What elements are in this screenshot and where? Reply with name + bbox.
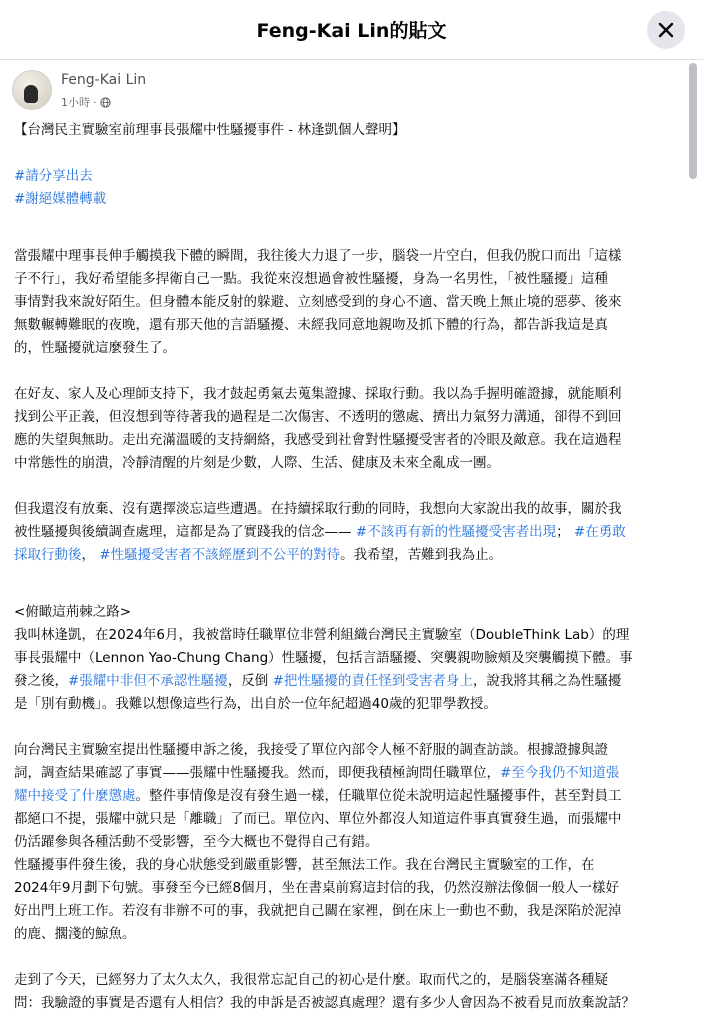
post-time[interactable]: 1小時 [61,96,90,109]
paragraph-text: 向台灣民主實驗室提出性騷擾申訴之後，我接受了單位內部令人極不舒服的調查訪談。根據證據與證 詞，調查結果確認了事實——張耀中性騷擾我。然而，即便我積極詢問任職單位， [14,742,608,781]
globe-icon[interactable] [100,97,111,108]
dialog-header [0,0,703,60]
meta-separator: · [93,95,97,109]
close-button[interactable] [647,11,685,49]
paragraph-text: 。我希望，苦難到我為止。 [340,547,503,563]
paragraph-text: ，反倒 [227,673,273,689]
hashtag-link[interactable]: #至今我仍不知道張 耀中接受了什麼懲處 [14,765,620,804]
hashtag-link[interactable]: #把性騷擾的責任怪到受害者身上 [272,673,473,689]
post-meta [61,94,111,110]
avatar-figure [24,85,38,103]
paragraph-text: ，說我將其稱之為性騷擾 是「別有動機」。我難以想像這些行為，出自於一位年紀超過40歲的犯罪學教授。 [14,673,622,712]
author-name[interactable]: Feng-Kai Lin [61,72,147,88]
paragraph-text: 。整件事情像是沒有發生過一樣，任職單位從未說明這起性騷擾事件，甚至對員工 都絕口不提，張耀中就只是「離職」了而已。單位內、單位外都沒人知道這件事真實發生過，而張耀中 仍活躍參與各種活動不受影響，至今大概也不覺得自己有錯。 性騷擾事件發生後，我的身心狀態受到嚴重影響，甚至無法工作。我在台灣民主實驗室的工作，在 2024年9月劃下句號。事發至今已經8個月，坐在書桌前寫這封信的我，仍然沒辦法像個一般人一樣好 好出門上班工作。若沒有非辦不可的事，我就把自己關在家裡，倒在床上一動也不動，我是深陷於泥淖 的鹿、擱淺的鯨魚。 [14,788,622,942]
close-icon [658,22,674,38]
paragraph-2: 在好友、家人及心理師支持下，我才鼓起勇氣去蒐集證據、採取行動。我以為手握明確證據，就能順利 找到公平正義，但沒想到等待著我的過程是二次傷害、不透明的懲處、擠出力氣努力溝通，卻得不到回 應的失望與無助。走出充滿溫暖的支持網絡，我感受到社會對性騷擾受害者的冷眼及敵意。我在這過程 中常態性的崩潰，冷靜清醒的片刻是少數，人際、生活、健康及未來全亂成一團。 [14,386,622,471]
paragraph-5 [14,739,690,946]
post-body [14,119,690,1015]
paragraph-6: 走到了今天，已經努力了太久太久，我很常忘記自己的初心是什麼。取而代之的，是腦袋塞滿各種疑 問：我驗證的事實是否還有人相信？我的申訴是否被認真處理？還有多少人會因為不被看見而放棄說話？ [14,972,635,1011]
post-heading: 【台灣民主實驗室前理事長張耀中性騷擾事件 - 林逢凱個人聲明】 [14,122,406,138]
hashtag-link[interactable]: #請分享出去 [14,168,93,184]
paragraph-3 [14,498,690,567]
scrollbar-thumb[interactable] [689,63,697,179]
paragraph-text: ； [556,524,574,540]
post-header [12,70,672,114]
avatar[interactable] [12,70,52,110]
paragraph-text: 但我還沒有放棄、沒有選擇淡忘這些遭遇。在持續採取行動的同時，我想向大家說出我的故事，關於我 被性騷擾與後續調查處理，這都是為了實踐我的信念—— [14,501,622,540]
hashtag-link[interactable]: #謝絕媒體轉載 [14,191,107,207]
hashtag-link[interactable]: #性騷擾受害者不該經歷到不公平的對待 [99,547,341,563]
hashtag-link[interactable]: #不該再有新的性騷擾受害者出現 [355,524,557,540]
paragraph-text: 我叫林逢凱，在2024年6月，我被當時任職單位非營利組織台灣民主實驗室（DoubleThink Lab）的理 事長張耀中（Lennon Yao-Chung Chang）性騷擾，包括言語騷擾、突襲親吻臉頰及突襲觸摸下體。事 發之後， [14,627,633,689]
section-title: <俯瞰這荊棘之路> [14,604,132,620]
hashtag-link[interactable]: #在勇敢 採取行動後 [14,524,626,563]
paragraph-text: ， [81,547,100,563]
paragraph-1: 當張耀中理事長伸手觸摸我下體的瞬間，我往後大力退了一步，腦袋一片空白，但我仍脫口而出「這樣 子不行」，我好希望能多捍衛自己一點。我從來沒想過會被性騷擾，身為一名男性，「被性騷擾」這種 事情對我來說好陌生。但身體本能反射的躲避、立刻感受到的身心不適、當天晚上無止境的惡夢、後來 無數輾轉難眠的夜晚，還有那天他的言語騷擾、未經我同意地親吻及抓下體的行為，都告訴我這是真 的，性騷擾就這麼發生了。 [14,248,622,356]
post-hashtags [14,142,690,211]
hashtag-link[interactable]: #張耀中非但不承認性騷擾 [68,673,228,689]
dialog-title: Feng-Kai Lin的貼文 [256,20,447,42]
paragraph-4 [14,624,690,716]
